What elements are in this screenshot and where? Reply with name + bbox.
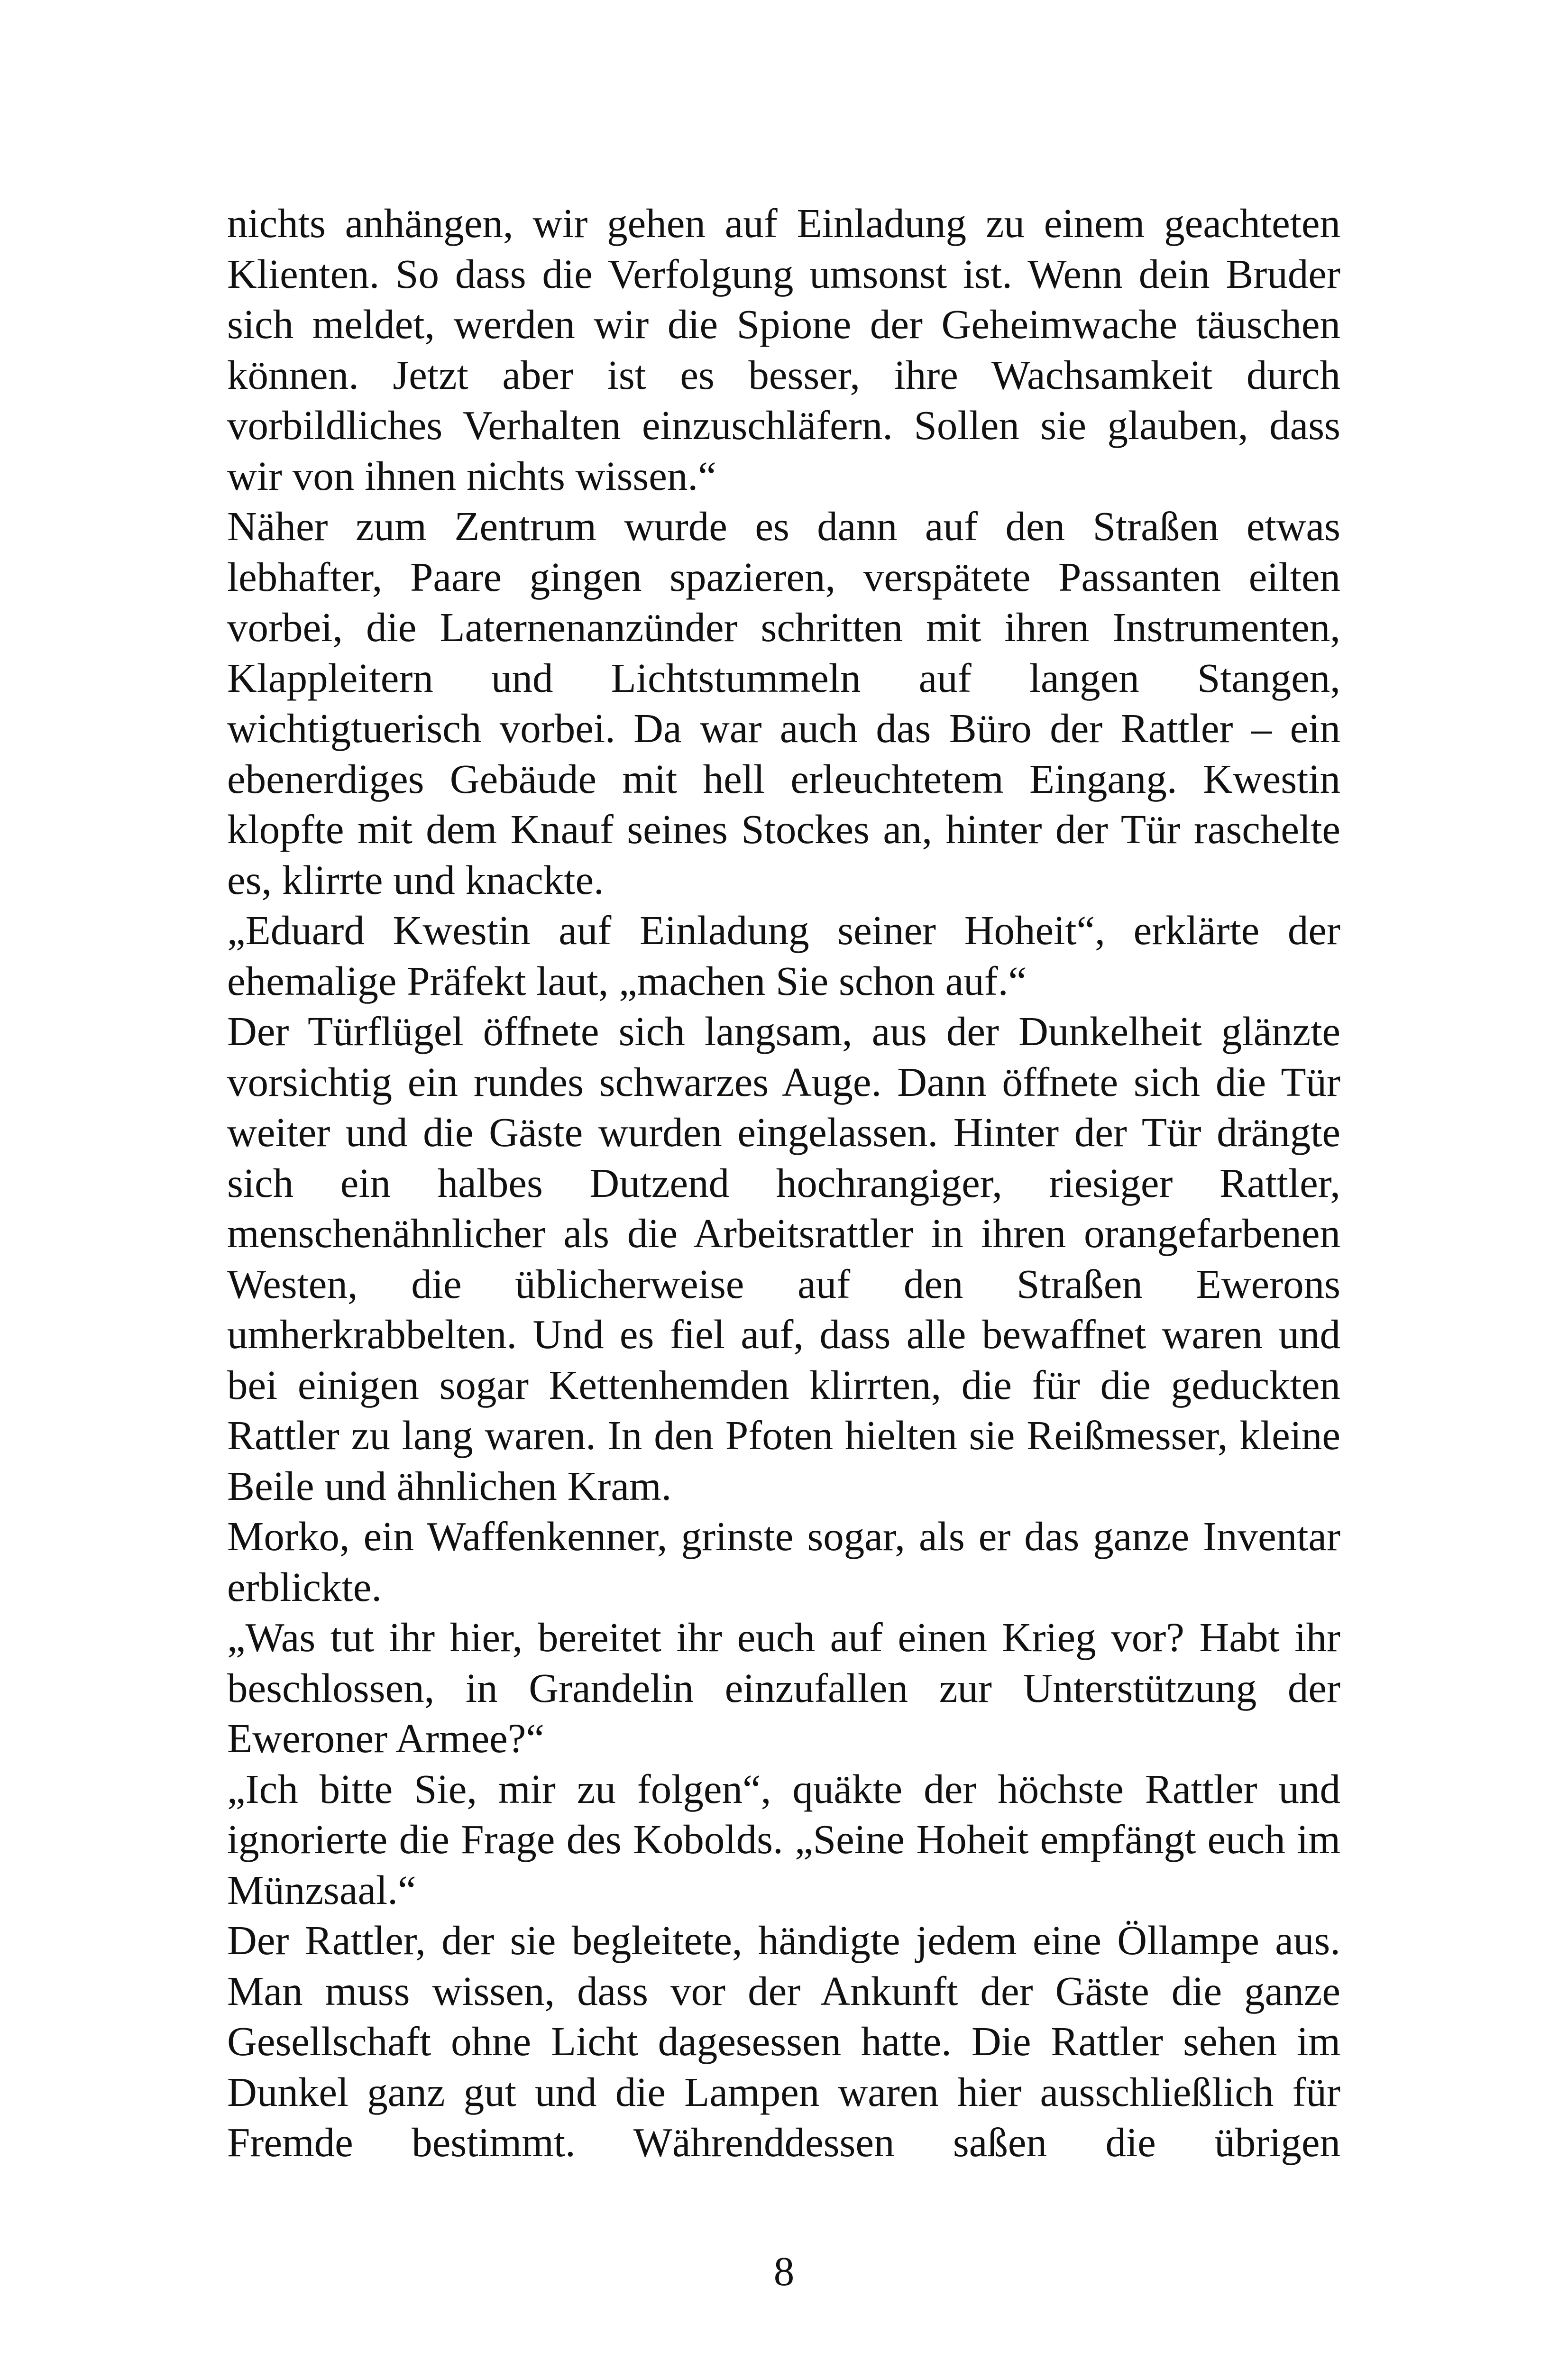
paragraph: „Ich bitte Sie, mir zu folgen“, quäkte der höchste Rattler und ignorierte die Frage des Kobolds. „Seine Hoheit empfängt euch im Münzsaal.“ xyxy=(227,1765,1340,1913)
paragraph: „Eduard Kwestin auf Einladung seiner Hoheit“, erklärte der ehemalige Präfekt laut, „machen Sie schon auf.“ xyxy=(227,907,1340,1004)
paragraph: Näher zum Zentrum wurde es dann auf den Straßen etwas lebhafter, Paare gingen spazieren, verspätete Passanten eilten vorbei, die Laternenanzünder schritten mit ihren Instrumenten, Klappleitern und Lichtstummeln auf langen Stangen, wichtigtuerisch vorbei. Da war auch das Büro der Rattler – ein ebenerdiges Gebäude mit hell erleuchtetem Eingang. Kwestin klopfte mit dem Knauf seines Stockes an, hinter der Tür raschelte es, klirrte und knackte. xyxy=(227,503,1340,903)
paragraph: „Was tut ihr hier, bereitet ihr euch auf einen Krieg vor? Habt ihr beschlossen, in Grandelin einzufallen zur Unterstützung der Eweroner Armee?“ xyxy=(227,1614,1340,1761)
body-text xyxy=(227,198,1340,2168)
paragraph: Der Türflügel öffnete sich langsam, aus der Dunkelheit glänzte vorsichtig ein rundes schwarzes Auge. Dann öffnete sich die Tür weiter und die Gäste wurden eingelassen. Hinter der Tür drängte sich ein halbes Dutzend hochrangiger, riesiger Rattler, menschenähnlicher als die Arbeitsrattler in ihren orangefarbenen Westen, die üblicherweise auf den Straßen Ewerons umherkrabbelten. Und es fiel auf, dass alle bewaffnet waren und bei einigen sogar Kettenhemden klirrten, die für die geduckten Rattler zu lang waren. In den Pfoten hielten sie Reißmesser, kleine Beile und ähnlichen Kram. xyxy=(227,1008,1340,1509)
paragraph: nichts anhängen, wir gehen auf Einladung zu einem geachteten Klienten. So dass die Verfolgung umsonst ist. Wenn dein Bruder sich meldet, werden wir die Spione der Geheimwache täuschen können. Jetzt aber ist es besser, ihre Wachsamkeit durch vorbildliches Verhalten einzuschläfern. Sollen sie glauben, dass wir von ihnen nichts wissen.“ xyxy=(227,200,1340,499)
paragraph: Morko, ein Waffenkenner, grinste sogar, als er das ganze Inventar erblickte. xyxy=(227,1513,1340,1610)
page-number: 8 xyxy=(773,2248,795,2294)
paragraph-last: Der Rattler, der sie begleitete, händigte jedem eine Öllampe aus. Man muss wissen, dass vor der Ankunft der Gäste die ganze Gesellschaft ohne Licht dagesessen hatte. Die Rattler sehen im Dunkel ganz gut und die Lampen waren hier ausschließlich für Fremde bestimmt. Währenddessen saßen die übrigen xyxy=(227,1917,1340,2165)
